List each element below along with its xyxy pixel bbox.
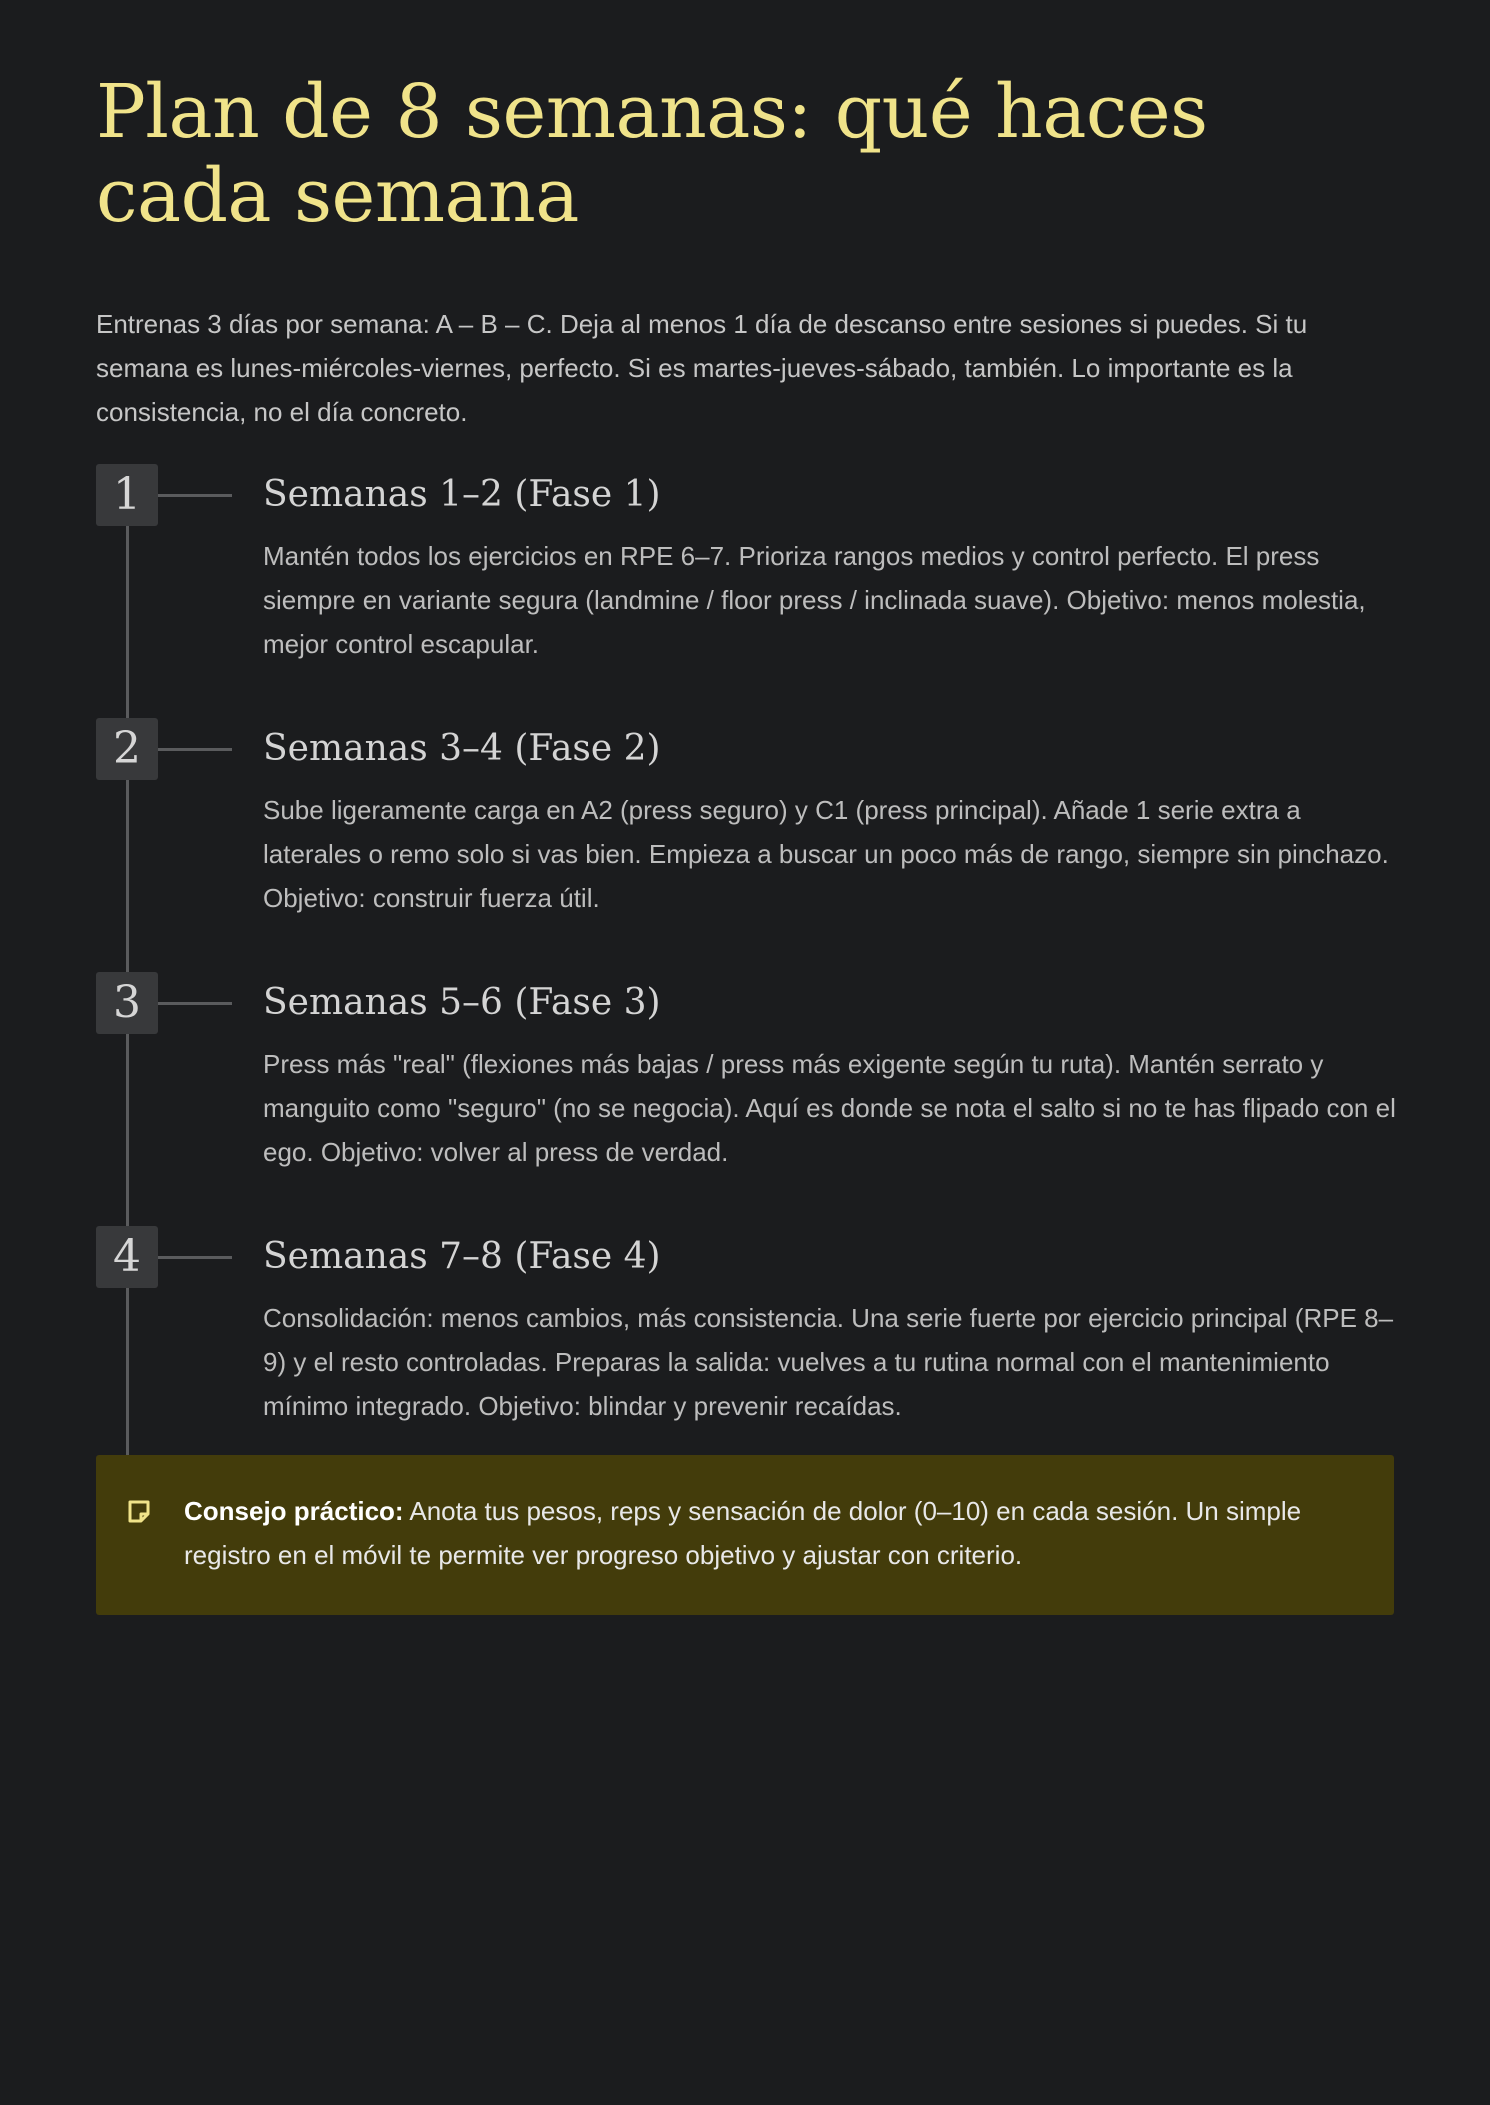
phase-connector xyxy=(158,494,232,497)
phase-connector xyxy=(158,1002,232,1005)
phase-title: Semanas 5–6 (Fase 3) xyxy=(263,982,661,1023)
phase-title: Semanas 7–8 (Fase 4) xyxy=(263,1236,661,1277)
phase-item-1 xyxy=(96,464,1394,718)
phase-item-4 xyxy=(96,1226,1394,1466)
phase-item-2 xyxy=(96,718,1394,972)
phase-number-badge: 3 xyxy=(96,972,158,1034)
page-title: Plan de 8 semanas: qué haces cada semana xyxy=(96,69,1208,239)
tip-label: Consejo práctico: xyxy=(184,1496,404,1526)
phase-connector xyxy=(158,1256,232,1259)
phase-item-3 xyxy=(96,972,1394,1226)
phase-number-badge: 4 xyxy=(96,1226,158,1288)
phase-body xyxy=(263,1226,1397,1428)
phase-body xyxy=(263,464,1397,666)
phase-description: Mantén todos los ejercicios en RPE 6–7. Prioriza rangos medios y control perfecto. El press siempre en variante segura (landmine / floor press / inclinada suave). Objetivo: menos molestia, mejor control escapular. xyxy=(263,541,1366,659)
intro-paragraph: Entrenas 3 días por semana: A – B – C. Deja al menos 1 día de descanso entre sesiones si puedes. Si tu semana es lunes-miércoles-viernes, perfecto. Si es martes-jueves-sábado, también. Lo importante es la consistencia, no el día concreto. xyxy=(96,309,1308,427)
phase-title: Semanas 1–2 (Fase 1) xyxy=(263,474,661,515)
tip-body: Anota tus pesos, reps y sensación de dolor (0–10) en cada sesión. Un simple registro en el móvil te permite ver progreso objetivo y ajustar con criterio. xyxy=(184,1496,1302,1570)
phase-description: Sube ligeramente carga en A2 (press seguro) y C1 (press principal). Añade 1 serie extra a laterales o remo solo si vas bien. Empieza a buscar un poco más de rango, siempre sin pinchazo. Objetivo: construir fuerza útil. xyxy=(263,795,1389,913)
phase-connector xyxy=(158,748,232,751)
phase-number-badge: 2 xyxy=(96,718,158,780)
phase-body xyxy=(263,718,1397,920)
phase-title: Semanas 3–4 (Fase 2) xyxy=(263,728,661,769)
phase-description: Press más "real" (flexiones más bajas / press más exigente según tu ruta). Mantén serrato y manguito como "seguro" (no se negocia). Aquí es donde se nota el salto si no te has flipado con el ego. Objetivo: volver al press de verdad. xyxy=(263,1049,1396,1167)
phase-body xyxy=(263,972,1397,1174)
phase-number-badge: 1 xyxy=(96,464,158,526)
phase-description: Consolidación: menos cambios, más consistencia. Una serie fuerte por ejercicio principal (RPE 8–9) y el resto controladas. Preparas la salida: vuelves a tu rutina normal con el mantenimiento mínimo integrado. Objetivo: blindar y prevenir recaídas. xyxy=(263,1303,1394,1421)
tip-text xyxy=(184,1489,1334,1577)
phase-timeline xyxy=(96,464,1394,1466)
tip-callout xyxy=(96,1455,1394,1615)
page xyxy=(96,0,1396,1570)
note-icon xyxy=(126,1499,152,1525)
